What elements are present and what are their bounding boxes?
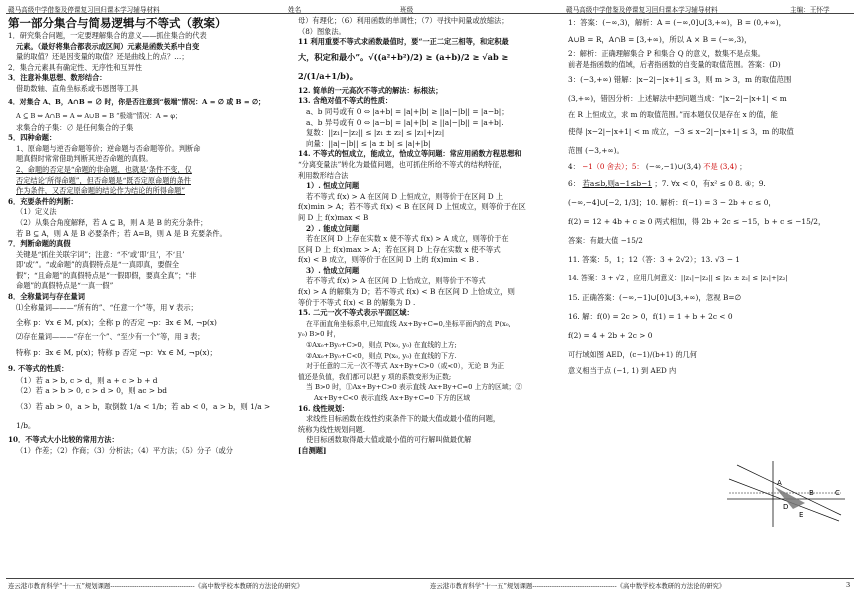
text-line: （3）若 ab > 0，a > b，取倒数 1/a < 1/b；若 ab < 0，a > b，则 1/a > 1/b。 [16, 402, 271, 431]
column-right [568, 16, 852, 378]
text-line: （2）若 a > b > 0, c > d > 0，则 ac > bd [16, 386, 167, 396]
text-line: 1：答案：(−∞,3)，解析：A = (−∞,0]∪[3,+∞)，B = (0,+∞)， [568, 18, 787, 27]
text-line: 母）有理化；（6）利用函数的单调性；（7）寻找中间量或放缩法； [298, 16, 509, 25]
text-line: 1、原命题与逆否命题等价；逆命题与否命题等价。判断命 [16, 143, 201, 153]
text-line: 15. 正确答案：(−∞,−1]∪[0]∪[3,+∞)，忽视 B=∅ [568, 293, 742, 303]
text-line: 借助数轴、直角坐标系或韦恩图等工具 [16, 83, 139, 93]
feasible-region-graph [723, 459, 849, 529]
header-rule [6, 13, 854, 14]
text-line: 14. 不等式的恒成立，能成立，恰成立等问题：常应用函数方程思想和 [298, 149, 522, 159]
text-line: 2）. 能成立问题 [306, 223, 360, 233]
text-line: 14. 答案：3 + √2 ，应用几何意义：||z₁|−|z₂|| ≤ |z₁ ± z₂| ≤ |z₁|+|z₂| [568, 274, 788, 283]
text-line: 16. 解：f(0) = 2c > 0，f(1) = 1 + b + 2c < 0 [568, 312, 733, 322]
text-line: 区间 D 上 f(x)max > A；若在区间 D 上存在实数 x 使不等式 [298, 244, 501, 254]
text-line: 若在区间 D 上存在实数 x 使不等式 f(x) > A 成立，则等价于在 [306, 234, 509, 244]
text-line: f(x) < B 成立，则等价于在区间 D 上的 f(x)min < B . [298, 255, 479, 265]
text-line: 否定结论’所得命题”，但否命题是“既否定原命题的条件 [16, 175, 191, 185]
footer-right: 连云港市教育科学“十一五”规划课题---------------------------------------《高中数学校本教研的方法论的研究》 [430, 582, 726, 590]
text-line: 5．四种命题： [8, 133, 57, 143]
text-line: 求线性目标函数在线性约束条件下的最大值或最小值的问题， [306, 414, 501, 424]
answer-line-6-9 [568, 174, 852, 193]
answer-7-9: ；7. ∀x < 0，有x² ≤ 0 8. ④；9. [654, 179, 766, 189]
text-line: ⑵存在量词———“存在一个”、“至少有一个”等，用 ∃ 表； [16, 332, 205, 342]
text-line: 假”；“且命题”的真假特点是“一假即假，要真全真”；“非 [16, 270, 197, 280]
column-middle [298, 16, 562, 457]
page-title: 第一部分集合与简易逻辑与不等式（教案） [8, 16, 227, 30]
text-line: 8．全称量词与存在量词 [8, 292, 85, 302]
text-line: A ⊆ B ⇔ A∩B = A ⇔ A∪B = B “极端”情况：A = φ； [16, 111, 182, 120]
text-line: 对于任意的二元一次不等式 Ax+By+C>0（或<0），无论 B 为正 [306, 362, 505, 371]
text-line: y₀) B>0 时， [298, 330, 341, 339]
text-line: 在平面直角坐标系中,已知直线 Ax+By+C=0,坐标平面内的点 P(x₀, [306, 319, 511, 328]
text-line: 15. 二元一次不等式表示平面区域： [298, 308, 414, 318]
text-line: 等价于不等式 f(x) < B 的解集为 D . [298, 297, 416, 307]
text-line: A∪B = R，A∩B = [3,+∞)，所以 A × B = (−∞,3)， [568, 35, 752, 44]
text-line: 命题”的真假特点是“一真一假” [16, 281, 114, 291]
text-line: （8）图象法。 [298, 26, 346, 36]
text-line: （1）定义法 [16, 207, 57, 217]
text-line: （2）从集合角度解释，若 A ⊆ B，则 A 是 B 的充分条件； [16, 217, 208, 227]
text-line: 向量：||a|−|b|| ≤ |a ± b| ≤ |a|+|b| [306, 138, 431, 148]
text-line: 10．不等式大小比较的常用方法： [8, 435, 119, 445]
text-line: 题真假时常常借助判断其逆否命题的真假。 [16, 154, 153, 164]
answer-6-label: 6： [568, 179, 581, 189]
header-class-label: 班级 [400, 6, 414, 14]
answer-4-value: −1（0 舍去）；5： [582, 162, 644, 172]
answer-4-label: 4： [568, 162, 580, 172]
text-line: 若不等式 f(x) > A 在区间 D 上恒成立，则等价于在区间 D 上 [306, 191, 504, 201]
answer-5-end: ； [739, 162, 747, 172]
text-line: 大，积定和最小”。√((a²+b²)/2) ≥ (a+b)/2 ≥ √ab ≥ 2/(1/a+1/b)。 [298, 51, 509, 81]
graph-label-c: C [835, 489, 840, 497]
text-line: （1）作差；（2）作商；（3）分析法；（4）平方法；（5）分子（或分 [16, 445, 233, 455]
text-line: 前者是指函数的值域，后者指函数的自变量的取值范围。答案：(D) [568, 59, 781, 69]
text-line: 即‘或’”。“或命题”的真假特点是“一真即真，要假全 [16, 260, 180, 270]
graph-label-a: A [777, 479, 782, 487]
text-line: 量的取值？还是因变量的取值？还是曲线上的点？…； [16, 52, 189, 62]
text-line: 使得 |x−2|−|x+1| < m 成立，−3 ≤ x−2|−|x+1| ≤ 3，m 的取值 [568, 127, 794, 137]
text-line: ②Ax₀+By₀+C<0，则点 P(x₀, y₀) 在直线的下方. [306, 351, 457, 360]
graph-label-b: B [809, 489, 814, 497]
text-line: 在 R 上恒成立，求 m 的取值范围。”而本题仅仅是存在 x 的值，能 [568, 110, 778, 120]
header-editor: 主编：王怀学 [790, 6, 830, 14]
text-line: ⑴全称量词———“所有的”、“任意一个”等，用 ∀ 表示； [16, 302, 198, 312]
text-line: 求集合的子集：∅ 是任何集合的子集 [16, 122, 134, 132]
text-line: f(x) > A 的解集为 D；若不等式 f(x) < B 在区间 D 上恰成立，则 [298, 287, 515, 297]
text-line: 使目标函数取得最大值或最小值的可行解叫做最优解 [306, 435, 472, 445]
text-line: 1．研究集合问题，一定要理解集合的意义——抓住集合的代表 [8, 31, 207, 40]
text-line: 2．集合元素具有确定性、无序性和互异性 [8, 62, 142, 72]
text-line: [自测题] [298, 445, 327, 455]
text-line: 利用数形结合法 [298, 170, 349, 180]
text-line: 4．对集合 A、B，A∩B = ∅ 时，你是否注意到“极端”情况：A = ∅ 或 B = ∅； [8, 97, 265, 106]
header-right-title: 赣马高级中学借鉴及停课复习回归课本学习辅导材料 [566, 6, 718, 14]
text-line: 意义相当于点 (−1, 1) 到 AED 内 [568, 366, 677, 376]
column-left [8, 16, 290, 456]
text-line: 作为条件，又否定原命题的结论作为结论的所得命题” [16, 186, 185, 196]
text-line: （1）若 a > b, c > d，则 a + c > b + d [16, 375, 158, 385]
text-line: (−∞,−4]∪[−2, 1/3]；10. 解析：f(−1) = 3 − 2b + c ≤ 0， [568, 198, 776, 208]
text-line: 1）. 恒成立问题 [306, 181, 360, 191]
answer-line-4-5 [568, 160, 852, 174]
text-line: 11 利用重要不等式求函数最值时，要“一正二定三相等，和定积最 [298, 37, 509, 47]
graph-line-2 [737, 465, 841, 515]
text-line: 16. 线性规划： [298, 403, 349, 413]
graph-label-e: E [799, 511, 804, 519]
text-line: 答案：有最大值 −15/2 [568, 236, 643, 246]
text-line: ①Ax₀+By₀+C>0，则点 P(x₀, y₀) 在直线的上方; [306, 341, 457, 350]
header-name-label: 姓名 [288, 6, 302, 14]
text-line: 9. 不等式的性质： [8, 363, 69, 373]
text-line: 全称 p：∀x ∈ M, p(x)；全称 p 的否定 ¬p：∃x ∈ M, ¬p(x) [16, 318, 217, 328]
text-line: 间 D 上 f(x)max < B [298, 212, 369, 222]
text-line: 2、命题的否定是“命题的非命题，也就是‘条件不变，仅 [16, 164, 192, 174]
text-line: Ax+By+C<0 表示直线 Ax+By+C=0 下方的区域 [314, 394, 471, 402]
text-line: 11. 答案：5，1；12（答：3 + 2√2）；13. √3 − 1 [568, 255, 740, 265]
text-line: 值还是负值，我们都可以把 y 项的系数变形为正数; [298, 372, 452, 381]
text-line: 元素。（最好将集合都表示成区间）元素是函数关系中自变 [16, 41, 200, 51]
text-line: 若 B ⊆ A，则 A 是 B 必要条件；若 A=B，则 A 是 B 充要条件。 [16, 228, 227, 238]
text-line: 3．注意补集思想、数形结合： [8, 73, 107, 83]
text-line: “分离变量法”转化为最值问题，也可抓住所给不等式的结构特征， [298, 159, 507, 169]
text-line: f(2) = 4 + 2b + 2c > 0 [568, 331, 653, 341]
answer-5-note: 不是 (3,4) [703, 162, 737, 172]
text-line: 12. 简单的一元高次不等式的解法：标根法； [298, 85, 443, 95]
text-line: 统称为线性规划问题. [298, 424, 365, 434]
text-line: 关键是“抓住关联字词”；注意：“不‘或’即‘且’，不‘且’ [16, 249, 185, 259]
text-line: 特称 p：∃x ∈ M, p(x)；特称 p 否定 ¬p：∀x ∈ M, ¬p(x)； [16, 347, 217, 357]
text-line: 3）. 恰成立问题 [306, 265, 360, 275]
text-line: 13. 含绝对值不等式的性质： [298, 96, 393, 106]
text-line: 6．充要条件的判断： [8, 196, 78, 206]
header-left-title: 赣马高级中学借鉴及停课复习回归课本学习辅导材料 [8, 6, 160, 14]
text-line: 复数：||z₁|−|z₂|| ≤ |z₁ ± z₂| ≤ |z₁|+|z₂| [306, 128, 445, 138]
footer-left: 连云港市教育科学“十一五”规划课题---------------------------------------《高中数学校本教研的方法论的研究》 [8, 582, 304, 590]
text-line: a、b 同号或有 0 ⇔ |a+b| = |a|+|b| ≥ ||a|−|b|| = |a−b|； [306, 106, 509, 116]
text-line: f(x)min > A；若不等式 f(x) < B 在区间 D 上恒成立，则等价于在区 [298, 202, 526, 212]
graph-label-d: D [783, 503, 789, 511]
footer-rule [6, 578, 854, 579]
text-line: 范围 (−3,+∞)。 [568, 146, 624, 156]
graph-line-1 [729, 479, 839, 521]
page-number: 3 [846, 581, 851, 589]
answer-6-value: 若a≤b,则a−1≤b−1 [582, 179, 653, 189]
text-line: 若不等式 f(x) > A 在区间 D 上恰成立，则等价于不等式 [306, 276, 486, 286]
text-line: a、b 异号或有 0 ⇔ |a−b| = |a|+|b| ≥ ||a|−|b|| = |a+b|. [306, 117, 504, 127]
text-line: 2：解析：正确理解集合 P 和集合 Q 的意义，数集不是点集。 [568, 49, 765, 58]
text-line: (3,+∞)，错因分析：上述解法中把问题当成：“|x−2|−|x+1| < m [568, 94, 787, 104]
text-line: f(2) = 12 + 4b + c ≥ 0 两式相加，得 2b + 2c ≤ −15，b + c ≤ −15/2， [568, 217, 826, 227]
text-line: 7．判断命题的真假 [8, 239, 71, 249]
answer-5-value: (−∞,−1)∪(3,4) [645, 162, 701, 172]
text-line: 3：(−3,+∞) 错解：|x−2|−|x+1| ≤ 3，则 m > 3，m 的取值范围 [568, 75, 792, 85]
text-line: 可行域如图 AED，(c−1)/(b+1) 的几何 [568, 350, 697, 360]
text-line: 当 B>0 时，①Ax+By+C>0 表示直线 Ax+By+C=0 上方的区域；② [306, 383, 523, 392]
